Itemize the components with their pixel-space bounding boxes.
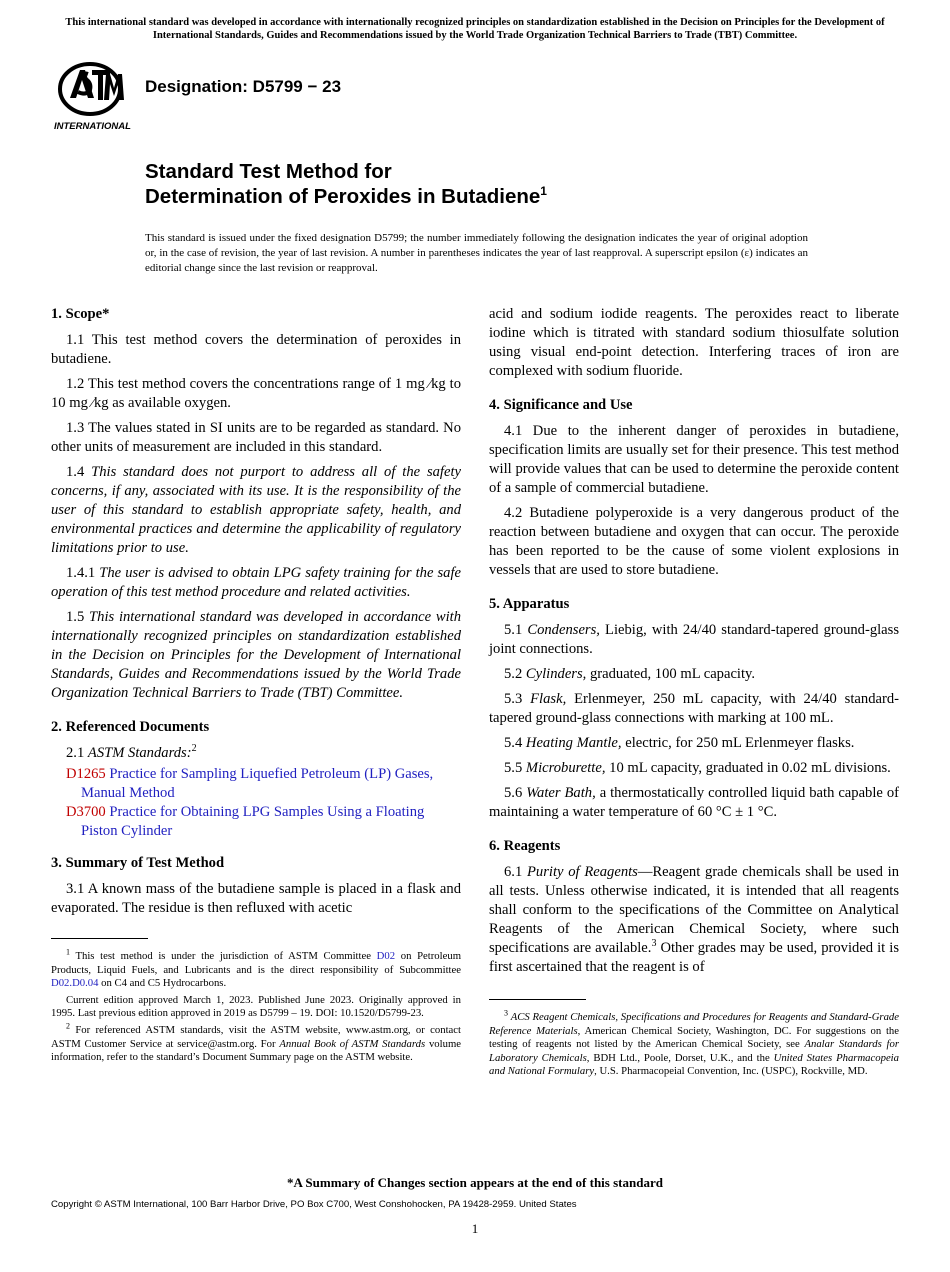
paragraph: 1.3 The values stated in SI units are to be regarded as standard. No other units of measurement are included in this standard.	[51, 420, 461, 455]
paragraph: 1.4.1 The user is advised to obtain LPG safety training for the safe operation of this test method procedure and related activities.	[51, 565, 461, 600]
subcommittee-link[interactable]: D02.D0.04	[51, 977, 99, 990]
document-title	[145, 159, 547, 209]
paragraph: 1.1 This test method covers the determination of peroxides in butadiene.	[51, 332, 461, 367]
paragraph: 3.1 A known mass of the butadiene sample is placed in a flask and evaporated. The residue is then refluxed with acetic	[51, 881, 461, 916]
paragraph: 2.1 ASTM Standards:$^2$	[66, 743, 197, 761]
right-column	[489, 305, 899, 1082]
footnote-edition: Current edition approved March 1, 2023. Published June 2023. Originally approved in 1995. Last previous edition approved in 2019 as D5799 – 19. DOI: 10.1520/D5799-23.	[51, 993, 461, 1020]
reference-item	[66, 803, 461, 841]
reference-item	[66, 765, 461, 803]
title-line-1: Standard Test Method for	[145, 160, 392, 183]
section-heading: 4. Significance and Use	[489, 397, 633, 413]
copyright-line: Copyright © ASTM International, 100 Barr Harbor Drive, PO Box C700, West Conshohocken, PA 19428-2959. United States	[51, 1199, 577, 1210]
reference-code-link[interactable]: D1265	[66, 766, 106, 782]
designation: Designation: D5799 − 23	[145, 77, 342, 96]
section-heading: 3. Summary of Test Method	[51, 855, 225, 871]
footnote-1: $^1$ This test method is under the jurisdiction of ASTM Committee D02 on Petroleum Products, Liquid Fuels, and Lubricants and is the direct responsibility of Subcommittee D02.D0.04 on C4 and C5 Hydrocarbons.	[51, 947, 462, 990]
footnotes-right	[489, 1008, 900, 1079]
astm-logo	[52, 58, 136, 132]
paragraph: 5.5 Microburette, 10 mL capacity, graduated in 0.02 mL divisions.	[504, 760, 891, 776]
footnote-3: $^3$ ACS Reagent Chemicals, Specifications and Procedures for Reagents and Standard-Grade Reference Materials, American Chemical Society, Washington, DC. For suggestions on the testing of reagents not listed by the American Chemical Society, see Analar Standards for Laboratory Chemicals, BDH Ltd., Poole, Dorset, U.K., and the United States Pharmacopeia and National Formulary, U.S. Pharmacopeial Convention, Inc. (USPC), Rockville, MD.	[489, 1008, 900, 1078]
reference-title-link[interactable]: Practice for Sampling Liquefied Petroleum (LP) Gases, Manual Method	[81, 766, 434, 801]
issuance-note: This standard is issued under the fixed designation D5799; the number immediately following the designation indicates the year of original adoption or, in the case of revision, the year of last revision. A number in parentheses indicates the year of last reapproval. A superscript epsilon (ε) indicates an editorial change since the last revision or reapproval.	[145, 232, 808, 274]
footnote-divider	[489, 999, 586, 1000]
title-footnote-mark: 1	[540, 184, 547, 199]
summary-of-changes-note: *A Summary of Changes section appears at the end of this standard	[287, 1175, 663, 1190]
paragraph: 4.2 Butadiene polyperoxide is a very dangerous product of the reaction between butadiene and oxygen that can occur. The peroxide has been reported to be the cause of some violent explosions in vessels that are used to store butadiene.	[489, 505, 899, 578]
section-heading: 5. Apparatus	[489, 596, 570, 612]
footnote-2: $^2$ For referenced ASTM standards, visit the ASTM website, www.astm.org, or contact ASTM Customer Service at service@astm.org. For Annual Book of ASTM Standards volume information, refer to the standard’s Document Summary page on the ASTM website.	[51, 1021, 461, 1064]
paragraph: 1.5 This international standard was developed in accordance with internationally recognized principles on standardization established in the Decision on Principles for the Development of International Standards, Guides and Recommendations issued by the World Trade Organization Technical Barriers to Trade (TBT) Committee.	[51, 609, 462, 701]
paragraph: 6.1 Purity of Reagents—Reagent grade chemicals shall be used in all tests. Unless otherwise indicated, it is intended that all reagents shall conform to the specifications of the Committee on Analytical Reagents of the American Chemical Society, where such specifications are available.$^3$ Other grades may be used, provided it is first ascertained that the reagent is of	[489, 864, 899, 975]
footnote-divider	[51, 938, 148, 939]
left-column	[51, 305, 461, 1068]
paragraph: 5.1 Condensers, Liebig, with 24/40 standard-tapered ground-glass joint connections.	[489, 622, 900, 657]
paragraph: acid and sodium iodide reagents. The peroxides react to liberate iodine which is titrated with standard sodium thiosulfate solution using visual end-point detection. Interfering traces of iron are complexed with sodium fluoride.	[489, 306, 899, 379]
footnotes-left	[51, 947, 462, 1065]
paragraph: 1.2 This test method covers the concentrations range of 1 mg ⁄kg to 10 mg ⁄kg as available oxygen.	[51, 376, 461, 411]
title-line-2: Determination of Peroxides in Butadiene$^1$	[145, 184, 547, 208]
page-number: 1	[471, 1221, 479, 1236]
standards-notice: This international standard was developed in accordance with internationally recognized principles on standardization established in the Decision on Principles for the Development of International Standards, Guides and Recommendations issued by the World Trade Organization Technical Barriers to Trade (TBT) Committee.	[65, 17, 885, 41]
section-heading: 2. Referenced Documents	[51, 719, 210, 735]
reference-code-link[interactable]: D3700	[66, 804, 106, 820]
paragraph: 5.3 Flask, Erlenmeyer, 250 mL capacity, with 24/40 standard-tapered ground-glass connections with marking at 100 mL.	[489, 691, 899, 726]
paragraph: 5.2 Cylinders, graduated, 100 mL capacity.	[504, 666, 756, 682]
paragraph: 5.6 Water Bath, a thermostatically controlled liquid bath capable of maintaining a water temperature of 60 °C ± 1 °C.	[489, 785, 899, 820]
section-heading: 1. Scope*	[51, 306, 110, 322]
section-heading: 6. Reagents	[489, 838, 561, 854]
paragraph: 4.1 Due to the inherent danger of peroxides in butadiene, specification limits are usually set for their presence. This test method will provide values that can be used to determine the peroxide content of a sample of commercial butadiene.	[489, 423, 899, 496]
reference-title-link[interactable]: Practice for Obtaining LPG Samples Using a Floating Piston Cylinder	[81, 804, 425, 839]
paragraph: 5.4 Heating Mantle, electric, for 250 mL Erlenmeyer flasks.	[504, 735, 855, 751]
committee-link[interactable]: D02	[376, 950, 396, 962]
logo-text: INTERNATIONAL	[54, 121, 131, 132]
paragraph: 1.4 This standard does not purport to address all of the safety concerns, if any, associated with its use. It is the responsibility of the user of this standard to establish appropriate safety, health, and environmental practices and determine the applicability of regulatory limitations prior to use.	[51, 464, 461, 556]
